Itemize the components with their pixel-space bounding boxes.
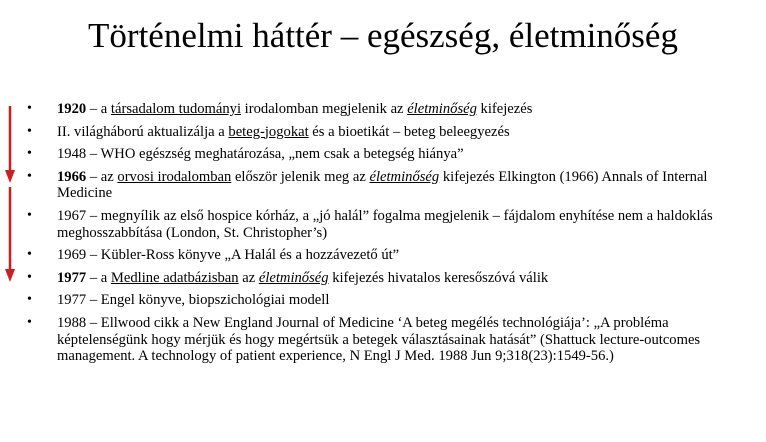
emphasized-term: életminőség — [369, 168, 440, 185]
bullet: • — [27, 207, 32, 223]
underlined-term: Medline adatbázisban — [110, 269, 239, 286]
bullet: • — [27, 168, 32, 184]
list-item-1967: • 1967 – megnyílik az első hospice kórház, a „jó halál” fogalma megjelenik – fájdalom enyhítése nem a haldoklás meghosszabbítása (London, St. Christopher’s) — [27, 207, 713, 241]
underlined-term: társadalom tudományi — [110, 101, 242, 117]
emphasized-term: életminőség — [407, 101, 477, 117]
list-item-1948: • 1948 – WHO egészség meghatározása, „nem csak a betegség hiánya” — [27, 146, 464, 163]
list-item-1977-medline: • 1977 – a Medline adatbázisban az életminőség kifejezés hivatalos keresőszóvá válik — [27, 269, 549, 286]
list-item-1920: • 1920 – a társadalom tudományi irodalomban megjelenik az életminőség kifejezés — [27, 101, 533, 117]
year: 1920 — [57, 101, 87, 117]
emphasized-term: életminőség — [258, 269, 329, 286]
bullet: • — [27, 314, 32, 330]
bullet: • — [27, 247, 32, 263]
slide-title: Történelmi háttér – egészség, életminőség — [88, 16, 678, 55]
timeline-arrow-1-icon — [4, 106, 16, 184]
list-item-1988: • 1988 – Ellwood cikk a New England Journal of Medicine ‘A beteg megélés technológiája’: „A probléma képtelenségünk hogy mérjük és hogy megértsük a betegek választásainak hatását” (Shattuck lecture-outcomes management. A technology of patient experience, N Engl J Med. 1988 Jun 9;318(23):1549-56.) — [27, 314, 701, 365]
bullet: • — [27, 292, 32, 308]
year: 1966 — [57, 168, 87, 185]
year: 1977 — [57, 269, 87, 286]
bullet: • — [27, 101, 32, 116]
underlined-term: beteg-jogokat — [228, 123, 309, 140]
bullet: • — [27, 146, 32, 162]
timeline-arrow-2-icon — [4, 187, 16, 283]
list-item-1969: • 1969 – Kübler-Ross könyve „A Halál és a hozzávezető út” — [27, 247, 400, 264]
list-item-ww2: • II. világháború aktualizálja a beteg-jogokat és a bioetikát – beteg beleegyezés — [27, 123, 510, 140]
underlined-term: orvosi irodalomban — [117, 168, 232, 185]
list-item-1977-engel: • 1977 – Engel könyve, biopszichológiai modell — [27, 292, 330, 309]
bullet: • — [27, 123, 32, 139]
bullet: • — [27, 269, 32, 285]
timeline-list — [27, 101, 762, 371]
list-item-1966: • 1966 – az orvosi irodalomban először jelenik meg az életminőség kifejezés Elkington (1966) Annals of Internal Medicine — [27, 168, 708, 202]
